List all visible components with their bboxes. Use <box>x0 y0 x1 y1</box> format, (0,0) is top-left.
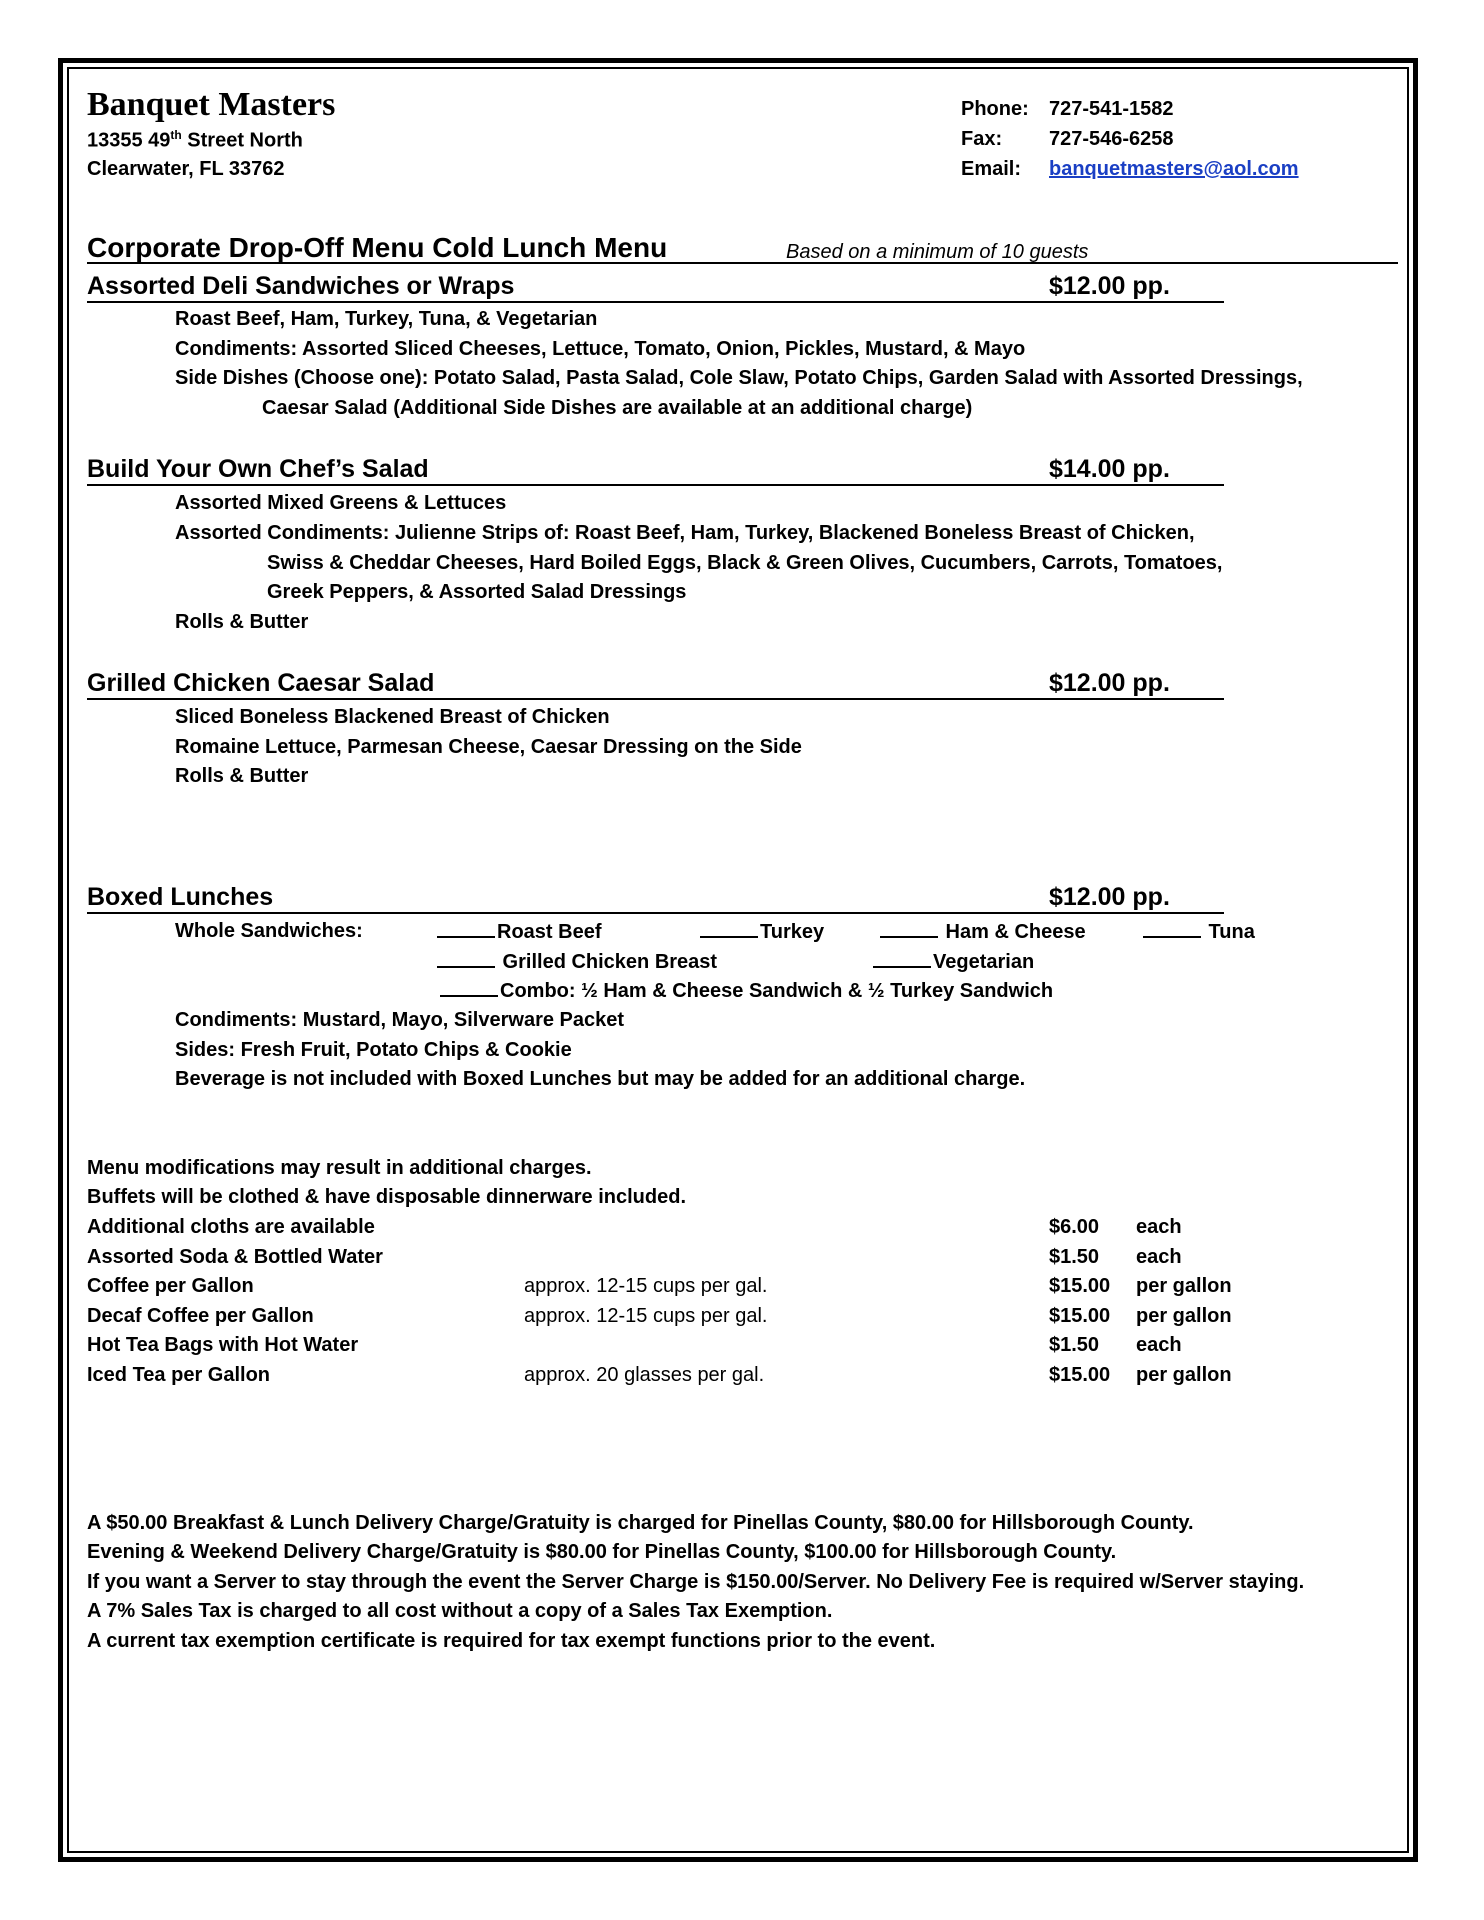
extra-item: Coffee per Gallon <box>87 1275 254 1297</box>
email-link[interactable]: banquetmasters@aol.com <box>1049 158 1299 180</box>
section-line: Assorted Mixed Greens & Lettuces <box>175 492 507 514</box>
extra-item: Hot Tea Bags with Hot Water <box>87 1334 359 1356</box>
menu-title: Corporate Drop-Off Menu Cold Lunch Menu <box>87 232 668 263</box>
section-price: $12.00 pp. <box>1049 883 1170 911</box>
option-grilled-chicken[interactable]: Grilled Chicken Breast <box>437 950 717 974</box>
section-line: Condiments: Assorted Sliced Cheeses, Lettuce, Tomato, Onion, Pickles, Mustard, & Mayo <box>175 338 1026 360</box>
option-ham-cheese[interactable]: Ham & Cheese <box>880 920 1086 944</box>
menu-subtitle: Based on a minimum of 10 guests <box>786 241 1089 263</box>
section-line: Sliced Boneless Blackened Breast of Chicken <box>175 706 610 728</box>
note-line: Menu modifications may result in additional charges. <box>87 1157 592 1179</box>
section-rule <box>87 301 1224 303</box>
extra-item: Assorted Soda & Bottled Water <box>87 1246 383 1268</box>
section-title: Assorted Deli Sandwiches or Wraps <box>87 272 515 300</box>
section-line: Sides: Fresh Fruit, Potato Chips & Cookie <box>175 1039 572 1061</box>
section-line: Greek Peppers, & Assorted Salad Dressings <box>267 581 687 603</box>
section-line: Roast Beef, Ham, Turkey, Tuna, & Vegetarian <box>175 308 598 330</box>
option-tuna[interactable]: Tuna <box>1143 920 1255 944</box>
footer-line: A $50.00 Breakfast & Lunch Delivery Charge/Gratuity is charged for Pinellas County, $80.00 for Hillsborough County. <box>87 1512 1194 1534</box>
phone-number: 727-541-1582 <box>1049 98 1174 120</box>
phone-label: Phone: <box>961 98 1029 120</box>
section-line: Condiments: Mustard, Mayo, Silverware Packet <box>175 1009 625 1031</box>
note-line: Buffets will be clothed & have disposable dinnerware included. <box>87 1186 687 1208</box>
extra-price: $1.50 <box>1049 1334 1100 1356</box>
extra-item: Decaf Coffee per Gallon <box>87 1305 314 1327</box>
extra-price: $15.00 <box>1049 1275 1111 1297</box>
footer-line: A current tax exemption certificate is required for tax exempt functions prior to the event. <box>87 1630 936 1652</box>
extra-price: $15.00 <box>1049 1364 1111 1386</box>
extra-price: $6.00 <box>1049 1216 1100 1238</box>
section-line: Caesar Salad (Additional Side Dishes are available at an additional charge) <box>262 397 973 419</box>
option-roast-beef[interactable]: Roast Beef <box>437 920 601 944</box>
section-price: $14.00 pp. <box>1049 455 1170 483</box>
section-rule <box>87 912 1224 914</box>
footer-line: If you want a Server to stay through the event the Server Charge is $150.00/Server. No Delivery Fee is required w/Server staying. <box>87 1571 1305 1593</box>
fax-label: Fax: <box>961 128 1003 150</box>
company-name: Banquet Masters <box>87 86 336 123</box>
company-address-line1: 13355 49th Street North <box>87 128 303 152</box>
extra-unit: each <box>1136 1334 1182 1356</box>
section-line: Assorted Condiments: Julienne Strips of: Roast Beef, Ham, Turkey, Blackened Boneless Breast of Chicken, <box>175 522 1195 544</box>
option-vegetarian[interactable]: Vegetarian <box>873 950 1034 974</box>
whole-sandwiches-label: Whole Sandwiches: <box>175 920 363 942</box>
extra-unit: per gallon <box>1136 1305 1232 1327</box>
option-combo[interactable]: Combo: ½ Ham & Cheese Sandwich & ½ Turkey Sandwich <box>440 979 1053 1003</box>
section-line: Swiss & Cheddar Cheeses, Hard Boiled Eggs, Black & Green Olives, Cucumbers, Carrots, Tomatoes, <box>267 552 1223 574</box>
section-line: Rolls & Butter <box>175 765 309 787</box>
extra-unit: per gallon <box>1136 1275 1232 1297</box>
section-title: Boxed Lunches <box>87 883 274 911</box>
section-line: Side Dishes (Choose one): Potato Salad, Pasta Salad, Cole Slaw, Potato Chips, Garden Salad with Assorted Dressings, <box>175 367 1303 389</box>
section-line: Beverage is not included with Boxed Lunches but may be added for an additional charge. <box>175 1068 1026 1090</box>
extra-item: Iced Tea per Gallon <box>87 1364 271 1386</box>
extra-note: approx. 20 glasses per gal. <box>524 1364 765 1386</box>
section-title: Grilled Chicken Caesar Salad <box>87 669 435 697</box>
menu-title-rule <box>87 262 1398 264</box>
option-turkey[interactable]: Turkey <box>700 920 824 944</box>
extra-unit: each <box>1136 1246 1182 1268</box>
footer-line: Evening & Weekend Delivery Charge/Gratuity is $80.00 for Pinellas County, $100.00 for Hillsborough County. <box>87 1541 1117 1563</box>
email-label: Email: <box>961 158 1022 180</box>
company-address-line2: Clearwater, FL 33762 <box>87 158 285 180</box>
extra-price: $1.50 <box>1049 1246 1100 1268</box>
extra-note: approx. 12-15 cups per gal. <box>524 1275 768 1297</box>
extra-item: Additional cloths are available <box>87 1216 375 1238</box>
fax-number: 727-546-6258 <box>1049 128 1174 150</box>
section-title: Build Your Own Chef’s Salad <box>87 455 429 483</box>
extra-unit: per gallon <box>1136 1364 1232 1386</box>
footer-line: A 7% Sales Tax is charged to all cost without a copy of a Sales Tax Exemption. <box>87 1600 833 1622</box>
section-line: Rolls & Butter <box>175 611 309 633</box>
extra-price: $15.00 <box>1049 1305 1111 1327</box>
section-price: $12.00 pp. <box>1049 669 1170 697</box>
section-price: $12.00 pp. <box>1049 272 1170 300</box>
section-rule <box>87 698 1224 700</box>
section-rule <box>87 484 1224 486</box>
extra-note: approx. 12-15 cups per gal. <box>524 1305 768 1327</box>
extra-unit: each <box>1136 1216 1182 1238</box>
section-line: Romaine Lettuce, Parmesan Cheese, Caesar Dressing on the Side <box>175 736 802 758</box>
